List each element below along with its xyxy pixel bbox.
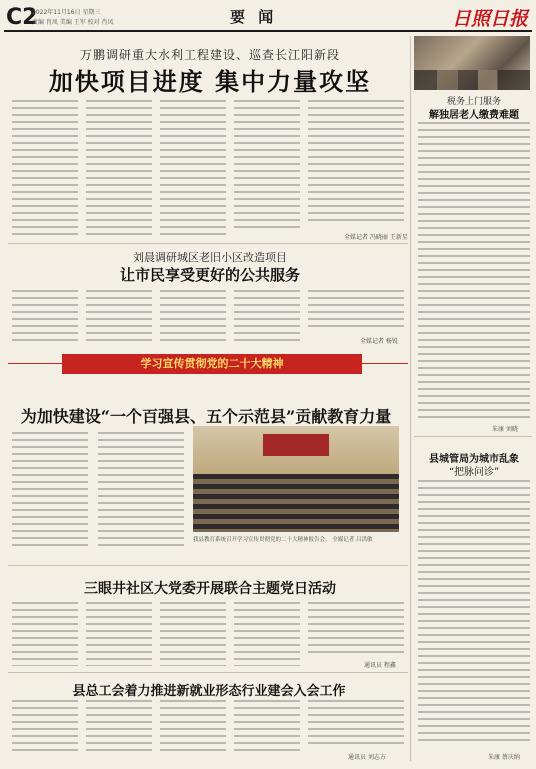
article1-divider: [8, 243, 408, 244]
sidebar1-body: [418, 122, 530, 418]
article3-headline: 为加快建设“一个百强县、五个示范县”贡献教育力量: [20, 407, 392, 426]
article3-divider: [8, 565, 408, 566]
article2-body-col1: [12, 290, 78, 342]
photo-caption-text: 我县教育系统召开学习宣传贯彻党的二十大精神报告会。: [193, 537, 331, 543]
article1-headline: 加快项目进度 集中力量攻坚: [48, 67, 372, 96]
article4-body-col5: [308, 602, 404, 656]
date-line: 2022年11月16日 星期三: [32, 9, 101, 16]
sidebar1-photo: [414, 36, 530, 90]
sidebar2-kicker: “把脉问诊”: [448, 467, 500, 478]
article4-body-col1: [12, 602, 78, 666]
meeting-photo-screen: [263, 434, 329, 456]
header-rule: [4, 30, 532, 32]
sidebar2-headline: 县城管局为城市乱象: [429, 454, 519, 465]
sidebar1-divider: [414, 436, 532, 437]
meeting-photo: [193, 426, 399, 532]
newspaper-logo: 日照日报: [451, 8, 528, 30]
page-number: C2: [6, 5, 38, 30]
article4-body-col4: [234, 602, 300, 666]
article5-body-col2: [86, 700, 152, 752]
article3-body-col2: [98, 432, 184, 550]
article5-body-col1: [12, 700, 78, 752]
article5-body-col3: [160, 700, 226, 752]
article1-body-col3: [160, 100, 226, 240]
article2-body-col3: [160, 290, 226, 342]
article5-body-col5: [308, 700, 404, 746]
article1-body-col1: [12, 100, 78, 240]
meeting-photo-caption: [193, 535, 399, 543]
article2-kicker: 刘晨调研城区老旧小区改造项目: [133, 251, 287, 264]
article1-body-col2: [86, 100, 152, 240]
article4-divider: [8, 672, 408, 673]
meeting-photo-audience: [193, 474, 399, 532]
right-column-rule: [410, 36, 411, 761]
article1-body-col4: [234, 100, 300, 230]
editors-line: 责编 肖凤 美编 王军 校对 肖凤: [32, 19, 114, 26]
article2-body-col2: [86, 290, 152, 342]
sidebar1-byline: 朱康 刘晓: [492, 426, 518, 433]
photo-caption-credit: 全媒记者 吕洪敏: [332, 537, 373, 543]
article3-body-col1: [12, 432, 88, 550]
article2-headline: 让市民享受更好的公共服务: [119, 266, 300, 284]
article1-kicker: 万鹏调研重大水利工程建设、巡查长江阳新段: [79, 48, 340, 62]
sidebar2-body: [418, 480, 530, 742]
sidebar2-byline: 朱康 蔡庆纳: [488, 754, 520, 761]
section-title: 要 闻: [230, 8, 278, 26]
sidebar1-kicker: 税务上门服务: [446, 97, 501, 107]
article2-body-col4: [234, 290, 300, 342]
article1-body-col5: [308, 100, 404, 226]
article2-byline: 全媒记者 杨锐: [360, 338, 398, 345]
article5-headline: 县总工会着力推进新就业形态行业建会入会工作: [72, 684, 346, 699]
theme-banner: 学习宣传贯彻党的二十大精神: [62, 354, 362, 374]
article5-byline: 通讯员 刘志方: [348, 754, 386, 761]
page-header: [0, 0, 536, 38]
article4-body-col2: [86, 602, 152, 666]
sidebar1-headline: 解独居老人缴费难题: [429, 110, 519, 121]
article4-byline: 通讯员 程鑫: [364, 662, 396, 669]
article2-body-col5: [308, 290, 404, 332]
article4-body-col3: [160, 602, 226, 666]
article5-body-col4: [234, 700, 300, 752]
article1-byline: 全媒记者 冯晓丽 王新星: [344, 234, 408, 241]
article4-headline: 三眼井社区大党委开展联合主题党日活动: [84, 581, 336, 597]
